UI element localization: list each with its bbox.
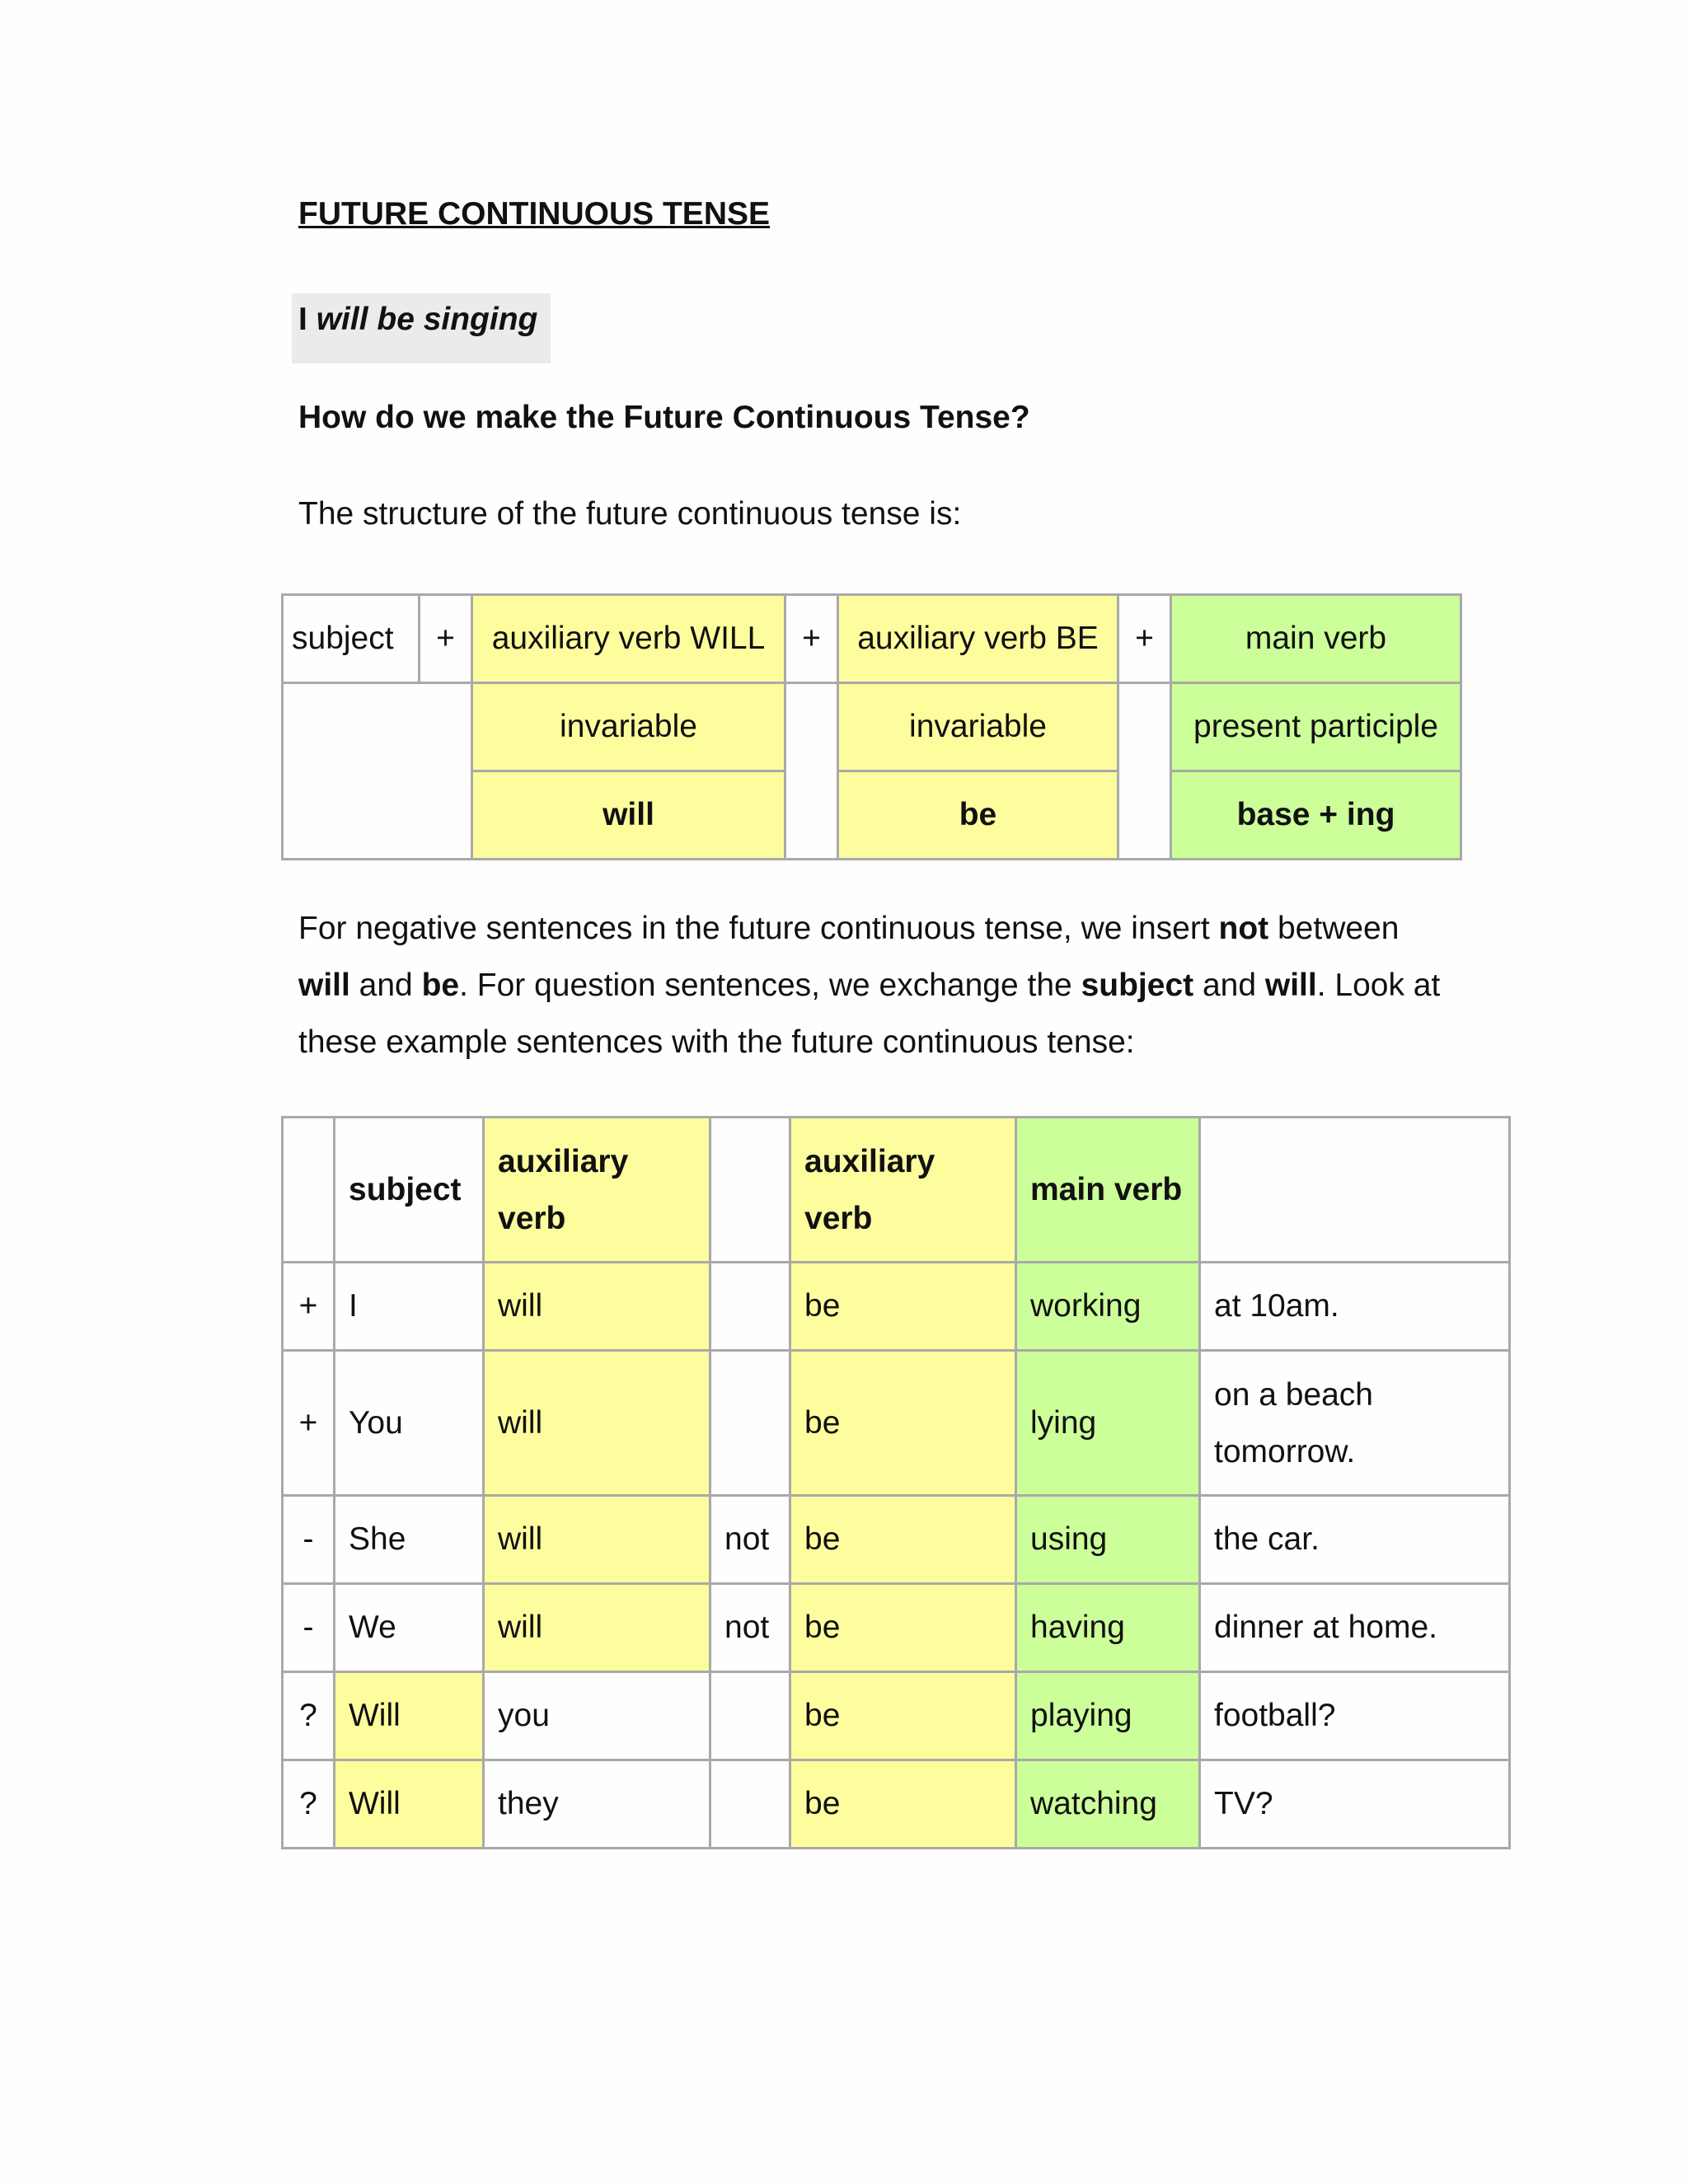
- table-row: [283, 1672, 1510, 1760]
- structure-cell-plus: +: [1118, 595, 1171, 683]
- be-cell: be: [790, 1672, 1016, 1760]
- paragraph-keyword: be: [421, 968, 460, 1003]
- paragraph-text: and: [349, 968, 422, 1003]
- subject-cell: We: [335, 1584, 484, 1672]
- subject-cell: Will: [335, 1672, 484, 1760]
- header-cell-auxiliary: auxiliary verb: [484, 1118, 710, 1263]
- structure-intro: The structure of the future continuous tense is:: [298, 496, 962, 532]
- section-question: How do we make the Future Continuous Tense?: [298, 400, 1030, 435]
- complement-cell: TV?: [1200, 1760, 1510, 1849]
- paragraph-text: . Look at these example sentences with the future continuous tense:: [298, 968, 1441, 1060]
- header-cell-main-verb: main verb: [1016, 1118, 1200, 1263]
- table-row: [283, 1584, 1510, 1672]
- paragraph-keyword: not: [1218, 911, 1269, 946]
- structure-cell-will-form: invariable: [472, 683, 785, 771]
- main-verb-cell: working: [1016, 1263, 1200, 1351]
- structure-cell-empty: [1118, 683, 1171, 860]
- structure-row: [283, 683, 1461, 771]
- auxiliary-cell: will: [484, 1584, 710, 1672]
- subject-cell: Will: [335, 1760, 484, 1849]
- be-cell: be: [790, 1584, 1016, 1672]
- not-cell: [710, 1760, 790, 1849]
- example-sentence: [298, 298, 537, 341]
- subject-cell: I: [335, 1263, 484, 1351]
- sign-cell: -: [283, 1584, 335, 1672]
- structure-cell-will-header: auxiliary verb WILL: [472, 595, 785, 683]
- paragraph-text: For negative sentences in the future continuous tense, we insert: [298, 911, 1219, 946]
- sign-cell: +: [283, 1263, 335, 1351]
- paragraph-text: between: [1268, 911, 1400, 946]
- not-cell: not: [710, 1496, 790, 1584]
- structure-row: [283, 595, 1461, 683]
- paragraph-keyword: subject: [1081, 968, 1194, 1003]
- not-cell: [710, 1263, 790, 1351]
- be-cell: be: [790, 1760, 1016, 1849]
- structure-cell-main-form: present participle: [1171, 683, 1461, 771]
- table-row: [283, 1760, 1510, 1849]
- structure-cell-plus: +: [785, 595, 838, 683]
- table-row: [283, 1496, 1510, 1584]
- header-cell: [710, 1118, 790, 1263]
- complement-cell: at 10am.: [1200, 1263, 1510, 1351]
- examples-table: [281, 1116, 1511, 1849]
- structure-cell-subject: subject: [283, 595, 420, 683]
- structure-cell-main: base + ing: [1171, 771, 1461, 860]
- header-cell: [1200, 1118, 1510, 1263]
- sign-cell: ?: [283, 1672, 335, 1760]
- be-cell: be: [790, 1263, 1016, 1351]
- examples-header-row: [283, 1118, 1510, 1263]
- paragraph-keyword: will: [298, 968, 350, 1003]
- structure-cell-empty: [785, 683, 838, 860]
- sign-cell: +: [283, 1351, 335, 1496]
- be-cell: be: [790, 1351, 1016, 1496]
- auxiliary-cell: will: [484, 1496, 710, 1584]
- main-verb-cell: playing: [1016, 1672, 1200, 1760]
- structure-cell-will: will: [472, 771, 785, 860]
- auxiliary-cell: you: [484, 1672, 710, 1760]
- complement-cell: on a beach tomorrow.: [1200, 1351, 1510, 1496]
- table-row: [283, 1351, 1510, 1496]
- header-cell-auxiliary: auxiliary verb: [790, 1118, 1016, 1263]
- header-cell-subject: subject: [335, 1118, 484, 1263]
- example-verb-phrase: will be singing: [316, 302, 538, 337]
- be-cell: be: [790, 1496, 1016, 1584]
- main-verb-cell: having: [1016, 1584, 1200, 1672]
- structure-table: [281, 593, 1462, 860]
- structure-cell-empty: [283, 683, 472, 860]
- structure-cell-main-header: main verb: [1171, 595, 1461, 683]
- structure-cell-be: be: [838, 771, 1118, 860]
- subject-cell: You: [335, 1351, 484, 1496]
- complement-cell: the car.: [1200, 1496, 1510, 1584]
- not-cell: not: [710, 1584, 790, 1672]
- main-verb-cell: lying: [1016, 1351, 1200, 1496]
- structure-cell-plus: +: [420, 595, 472, 683]
- example-subject: I: [298, 302, 307, 337]
- table-row: [283, 1263, 1510, 1351]
- complement-cell: football?: [1200, 1672, 1510, 1760]
- auxiliary-cell: will: [484, 1263, 710, 1351]
- header-cell: [283, 1118, 335, 1263]
- paragraph-keyword: will: [1264, 968, 1317, 1003]
- auxiliary-cell: will: [484, 1351, 710, 1496]
- main-verb-cell: using: [1016, 1496, 1200, 1584]
- structure-cell-be-form: invariable: [838, 683, 1118, 771]
- paragraph-text: and: [1193, 968, 1265, 1003]
- sign-cell: -: [283, 1496, 335, 1584]
- paragraph-text: . For question sentences, we exchange the: [459, 968, 1081, 1003]
- main-verb-cell: watching: [1016, 1760, 1200, 1849]
- subject-cell: She: [335, 1496, 484, 1584]
- structure-cell-be-header: auxiliary verb BE: [838, 595, 1118, 683]
- page-title: FUTURE CONTINUOUS TENSE: [298, 196, 771, 232]
- auxiliary-cell: they: [484, 1760, 710, 1849]
- complement-cell: dinner at home.: [1200, 1584, 1510, 1672]
- explanation-paragraph: [298, 900, 1493, 1071]
- not-cell: [710, 1351, 790, 1496]
- not-cell: [710, 1672, 790, 1760]
- sign-cell: ?: [283, 1760, 335, 1849]
